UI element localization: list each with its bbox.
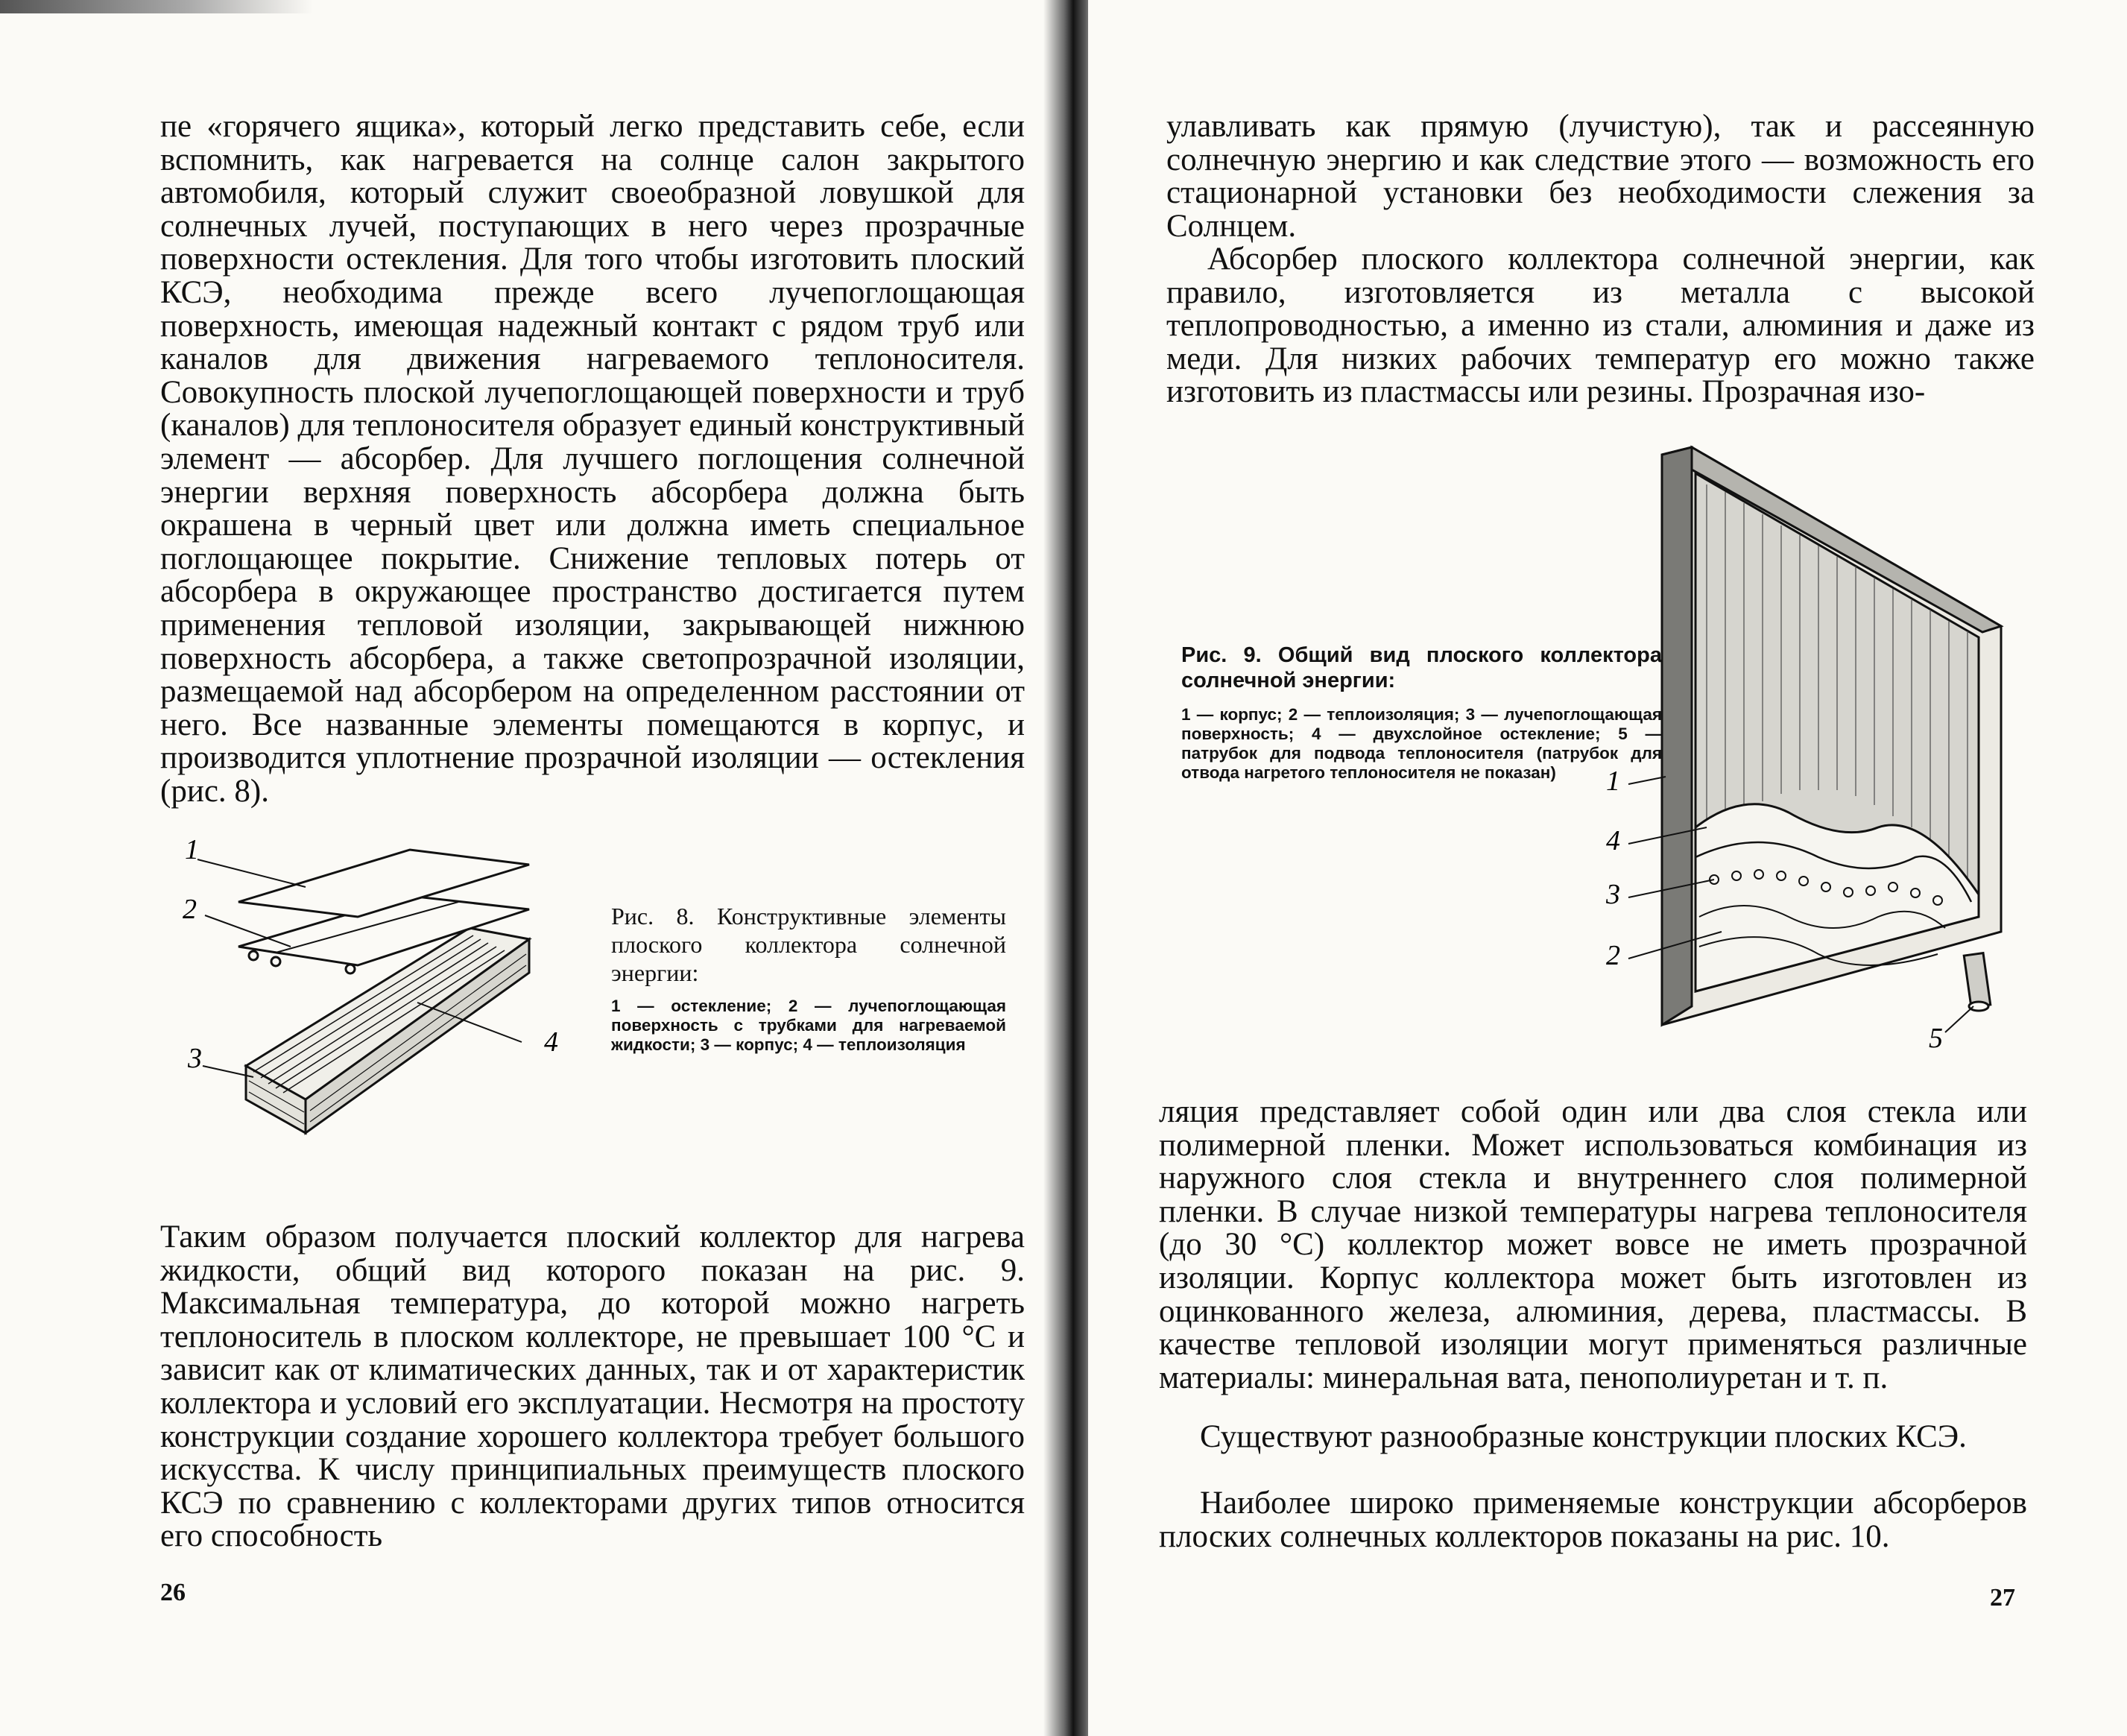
fig9-label-1: 1	[1606, 766, 1620, 797]
right-paragraph-top: улавливать как прямую (лучистую), так и рассеянную солнечную энергию и как следствие этого — возможность его стационарной установки без необходимости слежения за Солнцем.	[1166, 109, 2035, 244]
fig9-caption-title: Рис. 9. Общий вид плоского коллектора солнечной энергии:	[1181, 643, 1662, 692]
page-number-right: 27	[1990, 1584, 2015, 1612]
fig8-label-2: 2	[183, 894, 197, 925]
right-page	[1088, 0, 2127, 1736]
fig9-inlet-pipe	[1964, 953, 1990, 1008]
fig8-collector-elements-drawing	[171, 835, 589, 1148]
right-paragraph-absorber: Абсорбер плоского коллектора солнечной энергии, как правило, изготовляется из металла с высокой теплопроводностью, а именно из стали, алюминия и даже из меди. Для низких рабочих температур его можно также изготовить из пластмассы или резины. Прозрачная изо-	[1166, 242, 2035, 410]
right-paragraph-isolation: ляция представляет собой один или два слоя стекла или полимерной пленки. Может использоваться комбинация из наружного слоя стекла и внутреннего слоя полимерной пленки. В случае низкой температуры нагрева теплоносителя (до 30 °C) коллектор может вовсе не иметь прозрачной изоляции. Корпус коллектора может быть изготовлен из оцинкованного железа, алюминия, дерева, пластмассы. В качестве тепловой изоляции могут применяться различные материалы: минеральная вата, пенополиуретан и т. п.	[1159, 1094, 2027, 1395]
left-page	[0, 0, 1058, 1736]
fig8-caption-legend: 1 — остекление; 2 — лучепоглощающая поверхность с трубками для нагреваемой жидкости; 3 — корпус; 4 — теплоизоляция	[611, 997, 1006, 1054]
left-paragraph-bottom: Таким образом получается плоский коллектор для нагрева жидкости, общий вид которого показан на рис. 9. Максимальная температура, до которой можно нагреть теплоноситель в плоском коллекторе, не превышает 100 °C и зависит как от климатических данных, так и от характеристик коллектора и условий его эксплуатации. Несмотря на простоту конструкции создание хорошего коллектора требует большого искусства. К числу принципиальных преимуществ плоского КСЭ по сравнению с коллекторами других типов относится его способность	[160, 1219, 1025, 1554]
fig9-label-2: 2	[1606, 940, 1620, 971]
fig9-label-3: 3	[1606, 879, 1620, 910]
page-number-left: 26	[160, 1579, 186, 1606]
fig9-label-4: 4	[1606, 825, 1620, 856]
fig9-label-5: 5	[1929, 1023, 1943, 1051]
fig8-caption-title: Рис. 8. Конструктивные элементы плоского коллектора солнечной энергии:	[611, 903, 1006, 986]
fig9-caption-legend: 1 — корпус; 2 — теплоизоляция; 3 — лучепоглощающая поверхность; 4 — двухслойное остекление; 5 — патрубок для подвода теплоносителя (патрубок для отвода нагретого теплоносителя не показан)	[1181, 705, 1662, 782]
fig8-label-3: 3	[188, 1043, 202, 1074]
fig8-label-1: 1	[185, 835, 199, 865]
right-paragraph-designs: Существуют разнообразные конструкции плоских КСЭ.	[1200, 1419, 1967, 1454]
scan-edge-shadow	[0, 0, 313, 13]
fig8-label-4: 4	[544, 1026, 558, 1058]
fig9-collector-drawing	[1595, 440, 2012, 1051]
right-paragraph-fig10: Наиболее широко применяемые конструкции абсорберов плоских солнечных коллекторов показаны на рис. 10.	[1159, 1486, 2027, 1554]
left-paragraph-top: пе «горячего ящика», который легко представить себе, если вспомнить, как нагревается на солнце салон закрытого автомобиля, который служит своеобразной ловушкой для солнечных лучей, поступающих в него через прозрачные поверхности остекления. Для того чтобы изготовить плоский КСЭ, необходима прежде всего лучепоглощающая поверхность, имеющая надежный контакт с рядом труб или каналов для движения нагреваемого теплоносителя. Совокупность плоской лучепоглощающей поверхности и труб (каналов) для теплоносителя образует единый конструктивный элемент — абсорбер. Для лучшего поглощения солнечной энергии верхняя поверхность абсорбера должна быть окрашена в черный цвет или должна иметь специальное поглощающее покрытие. Снижение тепловых потерь от абсорбера в окружающее пространство достигается путем применения тепловой изоляции, закрывающей нижнюю поверхность абсорбера, а также светопрозрачной изоляции, размещаемой над абсорбером на определенном расстоянии от него. Все названные элементы помещаются в корпус, и производится уплотнение прозрачной изоляции — остекления (рис. 8).	[160, 109, 1025, 809]
